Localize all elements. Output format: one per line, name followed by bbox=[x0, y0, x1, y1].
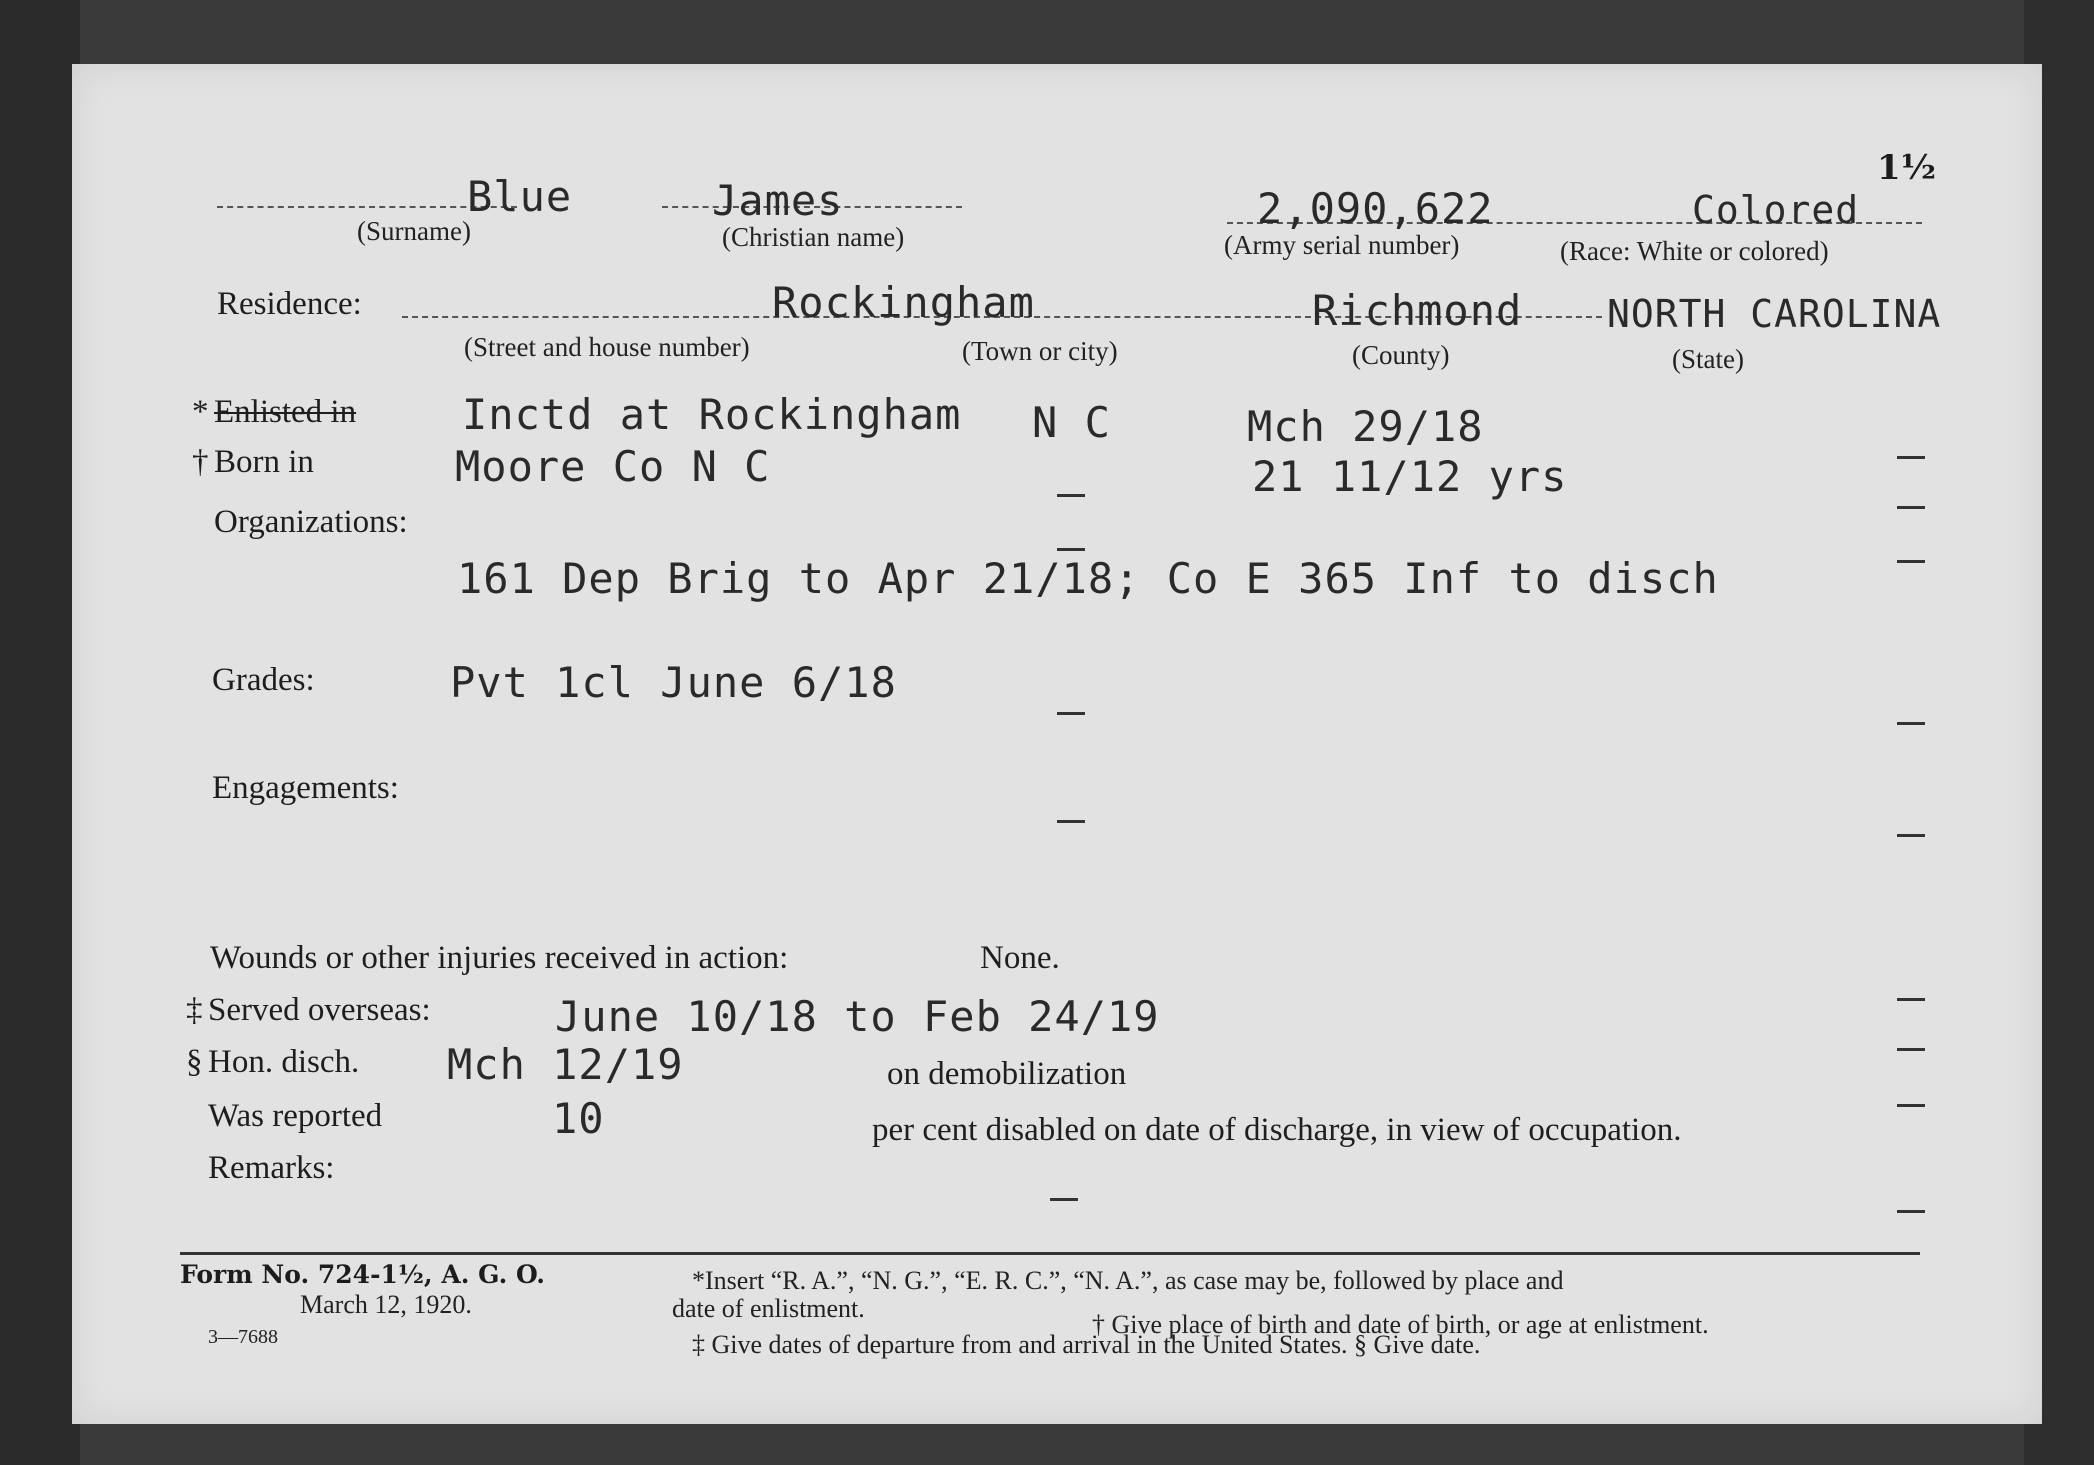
discharge-label: Hon. disch. bbox=[208, 1044, 360, 1080]
county-caption: (County) bbox=[1352, 340, 1450, 370]
wounds-value: None. bbox=[980, 940, 1060, 976]
serial-caption: (Army serial number) bbox=[1224, 230, 1460, 260]
race-caption: (Race: White or colored) bbox=[1560, 236, 1829, 266]
center-tick bbox=[1050, 1198, 1078, 1201]
discharge-note: on demobilization bbox=[887, 1056, 1127, 1092]
right-tick bbox=[1897, 506, 1925, 509]
overseas-mark: ‡ bbox=[186, 992, 203, 1028]
residence-town: Rockingham bbox=[772, 278, 1035, 327]
surname-value: Blue bbox=[467, 172, 573, 221]
serial-number-value: 2,090,622 bbox=[1257, 184, 1494, 233]
right-tick bbox=[1897, 722, 1925, 725]
center-tick bbox=[1057, 712, 1085, 715]
organizations-value: 161 Dep Brig to Apr 21/18; Co E 365 Inf to disch bbox=[457, 554, 1719, 603]
scan-border-left bbox=[0, 0, 80, 1465]
right-tick bbox=[1897, 998, 1925, 1001]
enlisted-star: * bbox=[192, 394, 209, 430]
footnote-2b: † Give place of birth and date of birth, or age at enlistment. bbox=[1092, 1310, 1709, 1339]
born-place: Moore Co N C bbox=[455, 442, 771, 491]
wounds-label: Wounds or other injuries received in action: bbox=[210, 940, 789, 976]
discharge-date: Mch 12/19 bbox=[447, 1040, 684, 1089]
residence-label: Residence: bbox=[217, 286, 362, 322]
center-tick bbox=[1057, 820, 1085, 823]
town-caption: (Town or city) bbox=[962, 336, 1118, 366]
reported-label: Was reported bbox=[208, 1098, 383, 1134]
grades-label: Grades: bbox=[212, 662, 315, 698]
overseas-label: Served overseas: bbox=[208, 992, 431, 1028]
born-label: Born in bbox=[214, 444, 314, 480]
right-tick bbox=[1897, 560, 1925, 563]
grades-value: Pvt 1cl June 6/18 bbox=[450, 658, 897, 707]
engagements-label: Engagements: bbox=[212, 770, 399, 806]
form-code: 3—7688 bbox=[208, 1326, 278, 1348]
enlisted-label: Enlisted in bbox=[214, 394, 357, 430]
born-mark: † bbox=[192, 444, 209, 480]
center-tick bbox=[1057, 548, 1085, 551]
right-tick bbox=[1897, 1210, 1925, 1213]
footnote-2a: date of enlistment. bbox=[672, 1294, 865, 1323]
overseas-value: June 10/18 to Feb 24/19 bbox=[555, 992, 1160, 1041]
christian-name-value: James bbox=[712, 176, 844, 225]
footnote-1: *Insert “R. A.”, “N. G.”, “E. R. C.”, “N. A.”, as case may be, followed by place and bbox=[692, 1266, 1564, 1295]
street-caption: (Street and house number) bbox=[464, 332, 750, 362]
footer-rule bbox=[180, 1252, 1920, 1255]
center-tick bbox=[1057, 494, 1085, 497]
right-tick bbox=[1897, 1048, 1925, 1051]
residence-county: Richmond bbox=[1312, 286, 1523, 335]
enlisted-state: N C bbox=[1032, 398, 1111, 447]
born-age: 21 11/12 yrs bbox=[1252, 452, 1568, 501]
right-tick bbox=[1897, 456, 1925, 459]
enlisted-date: Mch 29/18 bbox=[1247, 402, 1484, 451]
form-date: March 12, 1920. bbox=[300, 1290, 472, 1319]
residence-state: NORTH CAROLINA bbox=[1607, 292, 1942, 336]
right-tick bbox=[1897, 834, 1925, 837]
organizations-label: Organizations: bbox=[214, 504, 408, 540]
race-value: Colored bbox=[1692, 188, 1860, 232]
footnote-3: ‡ Give dates of departure from and arrival in the United States. § Give date. bbox=[692, 1330, 1481, 1359]
right-tick bbox=[1897, 1104, 1925, 1107]
enlisted-place: Inctd at Rockingham bbox=[462, 390, 962, 439]
surname-caption: (Surname) bbox=[357, 216, 471, 246]
christian-name-caption: (Christian name) bbox=[722, 222, 905, 252]
discharge-mark: § bbox=[186, 1044, 203, 1080]
card-number: 1½ bbox=[1877, 148, 1937, 188]
reported-value: 10 bbox=[552, 1094, 605, 1143]
form-number: Form No. 724-1½, A. G. O. bbox=[180, 1260, 546, 1289]
remarks-label: Remarks: bbox=[208, 1150, 335, 1186]
reported-text: per cent disabled on date of discharge, in view of occupation. bbox=[872, 1112, 1682, 1148]
record-card bbox=[72, 64, 2042, 1424]
state-caption: (State) bbox=[1672, 344, 1744, 374]
